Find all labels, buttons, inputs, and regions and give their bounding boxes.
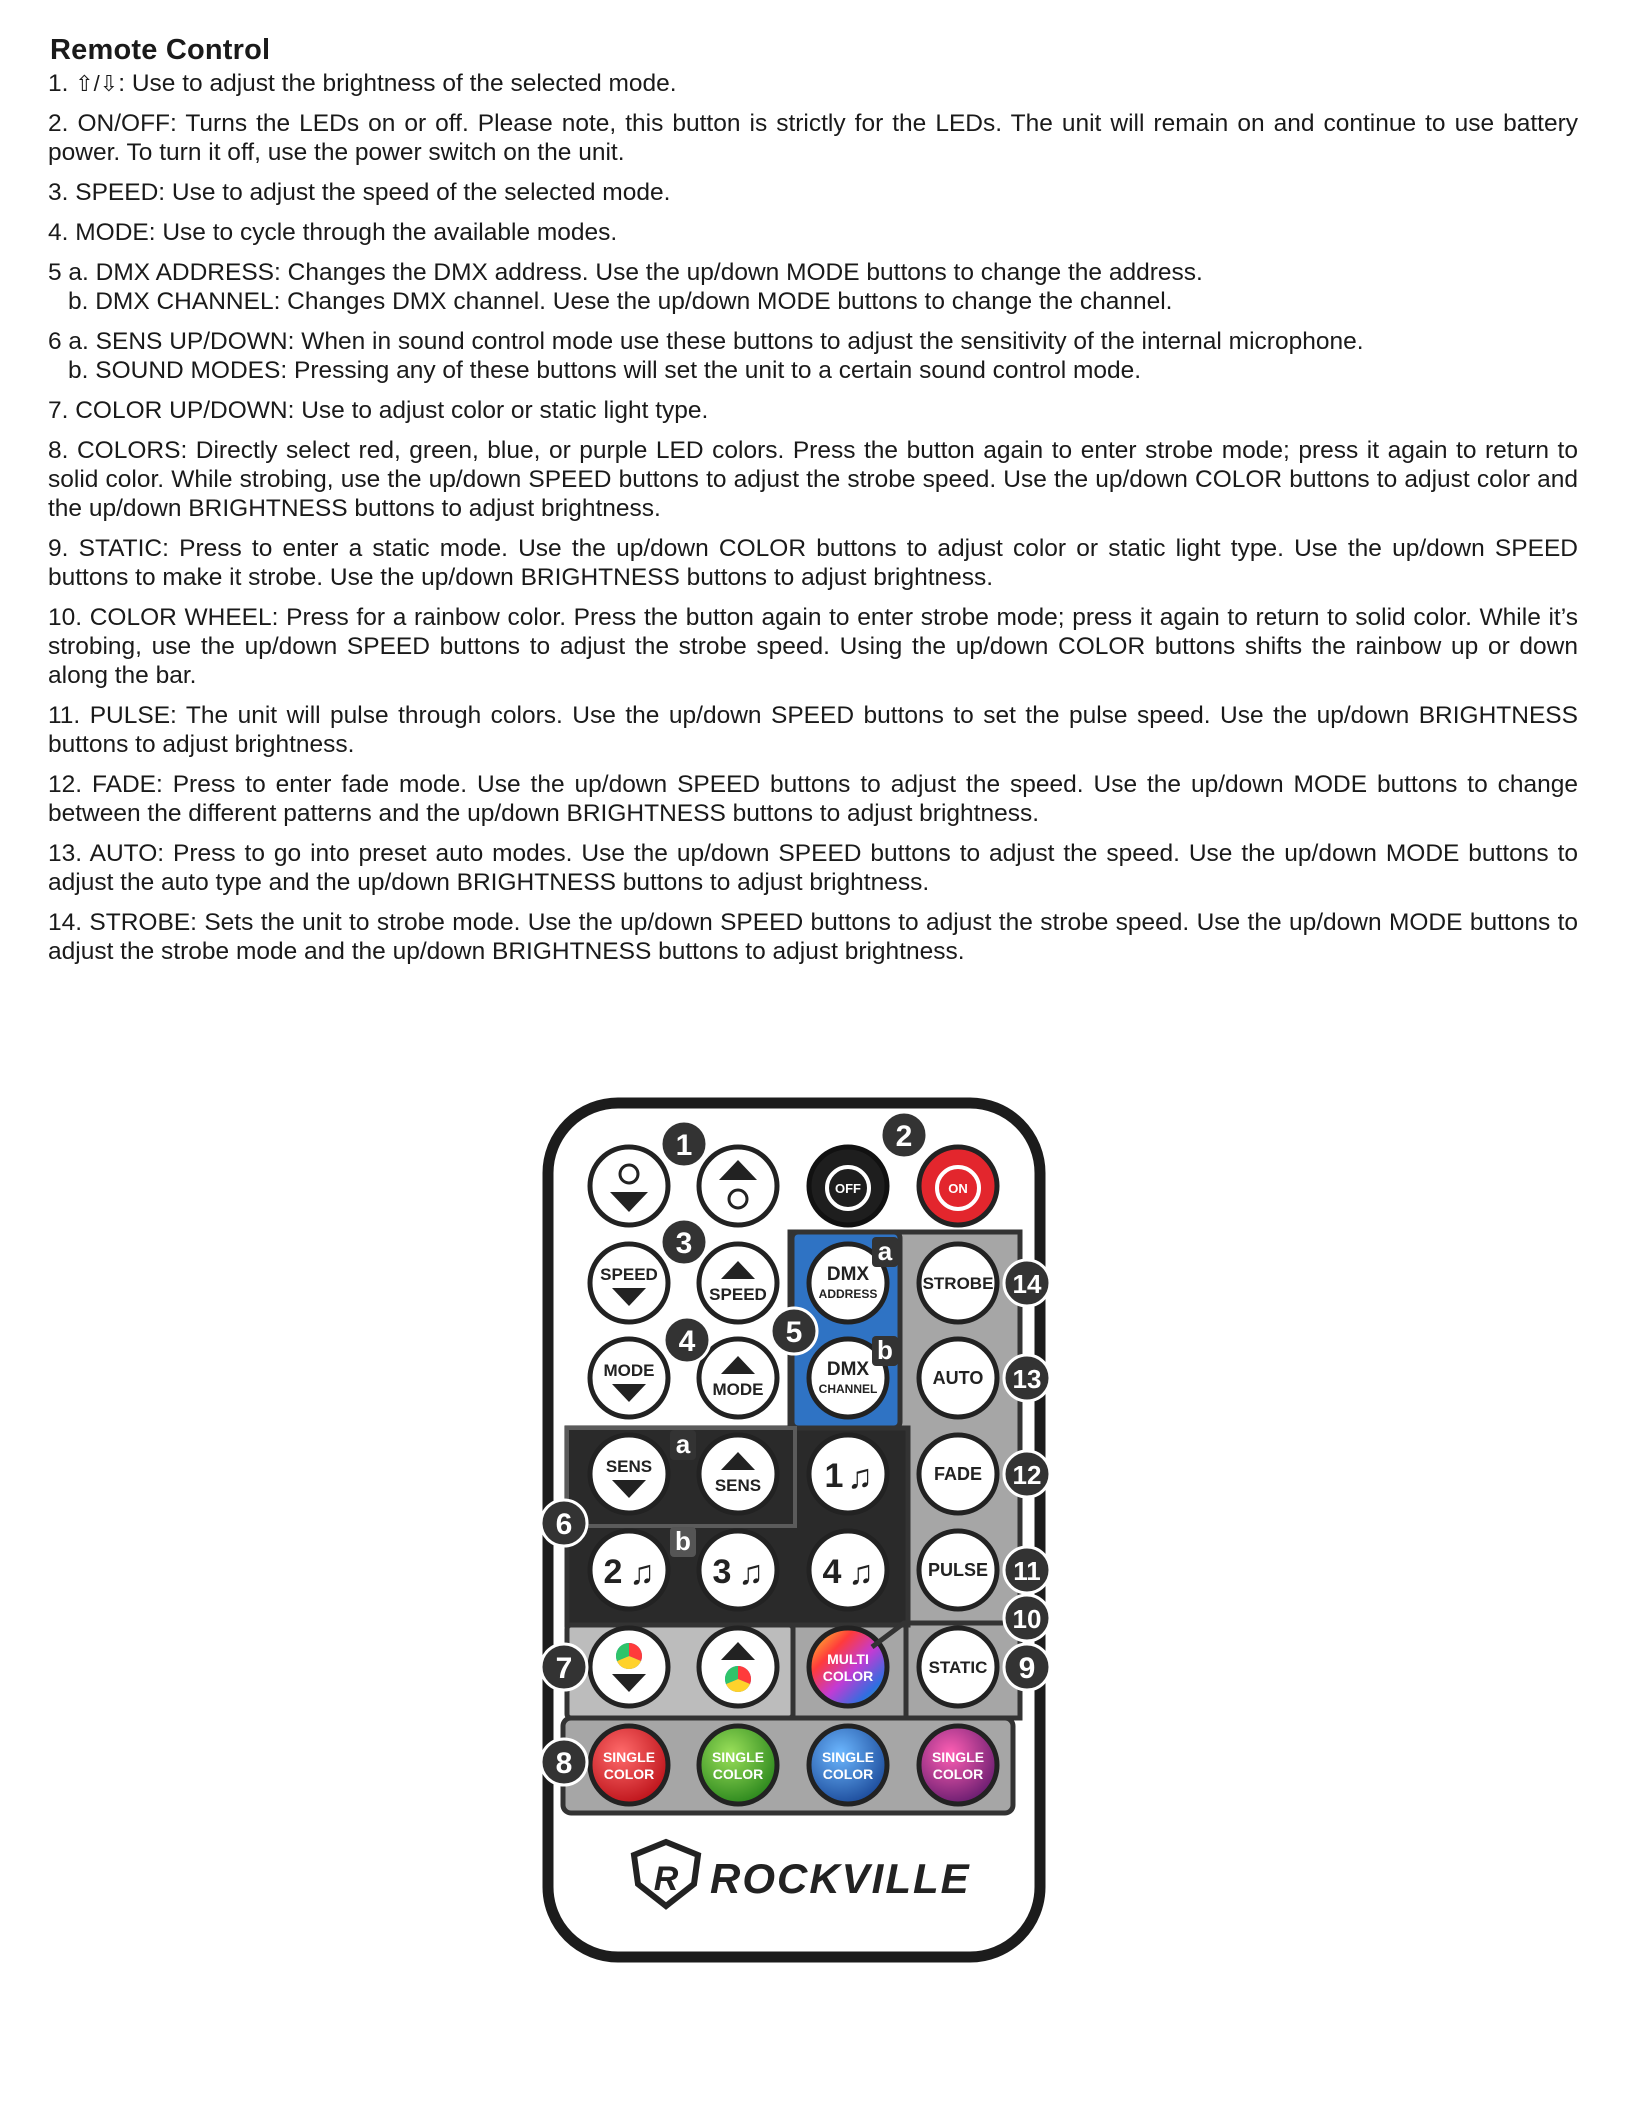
svg-text:8: 8	[555, 1747, 573, 1780]
item-6b: b. SOUND MODES: Pressing any of these buttons will set the unit to a certain sound control mode.	[68, 357, 1142, 384]
svg-text:4: 4	[678, 1325, 696, 1358]
callout-11	[1004, 1547, 1050, 1593]
sound-mode-number: 2	[603, 1553, 623, 1591]
svg-text:2: 2	[895, 1120, 913, 1153]
speed-down-button[interactable]	[590, 1244, 668, 1322]
item-8: 8. COLORS: Directly select red, green, blue, or purple LED colors. Press the button again to enter strobe mode; press it again to return to solid color. While strobing, use the up/down SPEED buttons to adjust the strobe speed. Use the up/down COLOR buttons to adjust color and the up/down BRIGHTNESS buttons to adjust brightness.	[48, 437, 1578, 522]
color-label: COLOR	[822, 1766, 874, 1782]
sound-mode-4-button[interactable]	[809, 1531, 887, 1609]
sound-mode-3-button[interactable]	[699, 1531, 777, 1609]
strobe-label: STROBE	[922, 1274, 994, 1293]
speed-up-button[interactable]	[699, 1244, 777, 1322]
item-1-text: : Use to adjust the brightness of the selected mode.	[118, 70, 677, 97]
svg-text:11: 11	[1013, 1556, 1041, 1586]
on-button[interactable]	[919, 1147, 997, 1225]
single-red-button[interactable]	[590, 1726, 668, 1804]
item-5b: b. DMX CHANNEL: Changes DMX channel. Uese the up/down MODE buttons to change the channel.	[68, 288, 1173, 315]
pulse-label: PULSE	[927, 1560, 989, 1580]
single-purple-button[interactable]	[919, 1726, 997, 1804]
svg-text:9: 9	[1018, 1652, 1036, 1685]
sound-mode-number: 3	[712, 1553, 732, 1591]
auto-label: AUTO	[932, 1368, 984, 1388]
single-blue-button[interactable]	[809, 1726, 887, 1804]
dmx-label: DMX	[826, 1264, 870, 1285]
single-label: SINGLE	[821, 1749, 875, 1765]
item-12: 12. FADE: Press to enter fade mode. Use the up/down SPEED buttons to adjust the speed. Use the up/down MODE buttons to change between the different patterns and the up/down BRIGHTNESS buttons to adjust brightness.	[48, 771, 1578, 827]
speed-label: SPEED	[600, 1265, 658, 1284]
music-note-icon: ♫	[629, 1554, 655, 1592]
sound-mode-number: 1	[824, 1457, 844, 1495]
sound-mode-number: 4	[822, 1553, 842, 1591]
callout-14	[1004, 1260, 1050, 1306]
callout-10	[1004, 1595, 1050, 1641]
single-label: SINGLE	[711, 1749, 765, 1765]
color-label: COLOR	[603, 1766, 655, 1782]
pulse-button[interactable]	[919, 1531, 997, 1609]
sound-mode-2-button[interactable]	[590, 1531, 668, 1609]
multi-label: MULTI	[827, 1651, 869, 1667]
brightness-up-button[interactable]	[699, 1147, 777, 1225]
tag-6b	[670, 1526, 696, 1557]
r-monogram-icon: R	[653, 1860, 679, 1898]
brightness-glyphs: ⇧/⇩	[75, 71, 119, 96]
item-13: 13. AUTO: Press to go into preset auto modes. Use the up/down SPEED buttons to adjust the speed. Use the up/down MODE buttons to adjust the auto type and the up/down BRIGHTNESS buttons to adjust brightness.	[48, 840, 1578, 896]
callout-1	[661, 1121, 707, 1167]
item-9: 9. STATIC: Press to enter a static mode. Use the up/down COLOR buttons to adjust color or static light type. Use the up/down SPEED buttons to make it strobe. Use the up/down BRIGHTNESS buttons to adjust brightness.	[48, 535, 1578, 591]
svg-text:6: 6	[555, 1508, 573, 1541]
item-3: 3. SPEED: Use to adjust the speed of the selected mode.	[48, 179, 671, 206]
sound-mode-1-button[interactable]	[809, 1435, 887, 1513]
music-note-icon: ♫	[738, 1554, 764, 1592]
single-label: SINGLE	[602, 1749, 656, 1765]
auto-button[interactable]	[919, 1339, 997, 1417]
sens-label: SENS	[605, 1457, 653, 1476]
item-1-number: 1.	[48, 70, 69, 97]
mode-down-button[interactable]	[590, 1339, 668, 1417]
fade-button[interactable]	[919, 1435, 997, 1513]
color-label: COLOR	[932, 1766, 984, 1782]
item-4: 4. MODE: Use to cycle through the available modes.	[48, 219, 618, 246]
channel-label: CHANNEL	[818, 1382, 878, 1396]
single-green-button[interactable]	[699, 1726, 777, 1804]
svg-text:12: 12	[1012, 1460, 1042, 1490]
item-6a: 6 a. SENS UP/DOWN: When in sound control mode use these buttons to adjust the sensitivity of the internal microphone.	[48, 328, 1364, 355]
sens-up-button[interactable]	[699, 1435, 777, 1513]
svg-text:b: b	[877, 1335, 893, 1365]
color-wheel-icon	[616, 1643, 642, 1669]
music-note-icon: ♫	[847, 1458, 873, 1496]
item-11: 11. PULSE: The unit will pulse through colors. Use the up/down SPEED buttons to set the pulse speed. Use the up/down BRIGHTNESS buttons to adjust brightness.	[48, 702, 1578, 758]
multi-color-button[interactable]	[809, 1628, 887, 1706]
dmx-label: DMX	[826, 1359, 870, 1380]
callout-5	[771, 1308, 817, 1354]
single-label: SINGLE	[931, 1749, 985, 1765]
item-14: 14. STROBE: Sets the unit to strobe mode. Use the up/down SPEED buttons to adjust the strobe speed. Use the up/down MODE buttons to adjust the strobe mode and the up/down BRIGHTNESS buttons to adjust brightness.	[48, 909, 1578, 965]
svg-text:3: 3	[675, 1227, 693, 1260]
svg-text:5: 5	[785, 1316, 803, 1349]
sens-down-button[interactable]	[590, 1435, 668, 1513]
callout-12	[1004, 1451, 1050, 1497]
svg-text:7: 7	[555, 1652, 573, 1685]
color-label: COLOR	[712, 1766, 764, 1782]
svg-text:a: a	[675, 1429, 691, 1459]
static-button[interactable]	[919, 1628, 997, 1706]
svg-text:b: b	[675, 1526, 691, 1556]
item-7: 7. COLOR UP/DOWN: Use to adjust color or static light type.	[48, 397, 709, 424]
speed-label: SPEED	[709, 1285, 767, 1304]
callout-6	[541, 1500, 587, 1546]
address-label: ADDRESS	[818, 1287, 878, 1301]
tag-6a	[670, 1429, 696, 1460]
callout-9	[1004, 1644, 1050, 1690]
svg-text:1: 1	[675, 1129, 693, 1162]
mode-up-button[interactable]	[699, 1339, 777, 1417]
sens-label: SENS	[714, 1476, 762, 1495]
svg-text:10: 10	[1012, 1604, 1042, 1634]
mode-label: MODE	[603, 1361, 655, 1380]
item-10: 10. COLOR WHEEL: Press for a rainbow color. Press the button again to enter strobe mode; press it again to return to solid color. While it’s strobing, use the up/down SPEED buttons to adjust the strobe speed. Using the up/down COLOR buttons shifts the rainbow up or down along the bar.	[48, 604, 1578, 689]
static-label: STATIC	[928, 1658, 988, 1677]
svg-text:a: a	[877, 1236, 893, 1266]
color-down-button[interactable]	[590, 1628, 668, 1706]
callout-7	[541, 1644, 587, 1690]
strobe-button[interactable]	[919, 1244, 997, 1322]
callout-2	[881, 1112, 927, 1158]
color-wheel-icon	[725, 1666, 751, 1692]
callout-8	[541, 1739, 587, 1785]
callout-13	[1004, 1355, 1050, 1401]
brightness-down-button[interactable]	[590, 1147, 668, 1225]
callout-4	[664, 1317, 710, 1363]
item-5a: 5 a. DMX ADDRESS: Changes the DMX address. Use the up/down MODE buttons to change the address.	[48, 259, 1203, 286]
mode-label: MODE	[712, 1380, 764, 1399]
color-up-button[interactable]	[699, 1628, 777, 1706]
brand-name: ROCKVILLE	[710, 1855, 971, 1902]
svg-text:13: 13	[1012, 1364, 1042, 1394]
svg-text:14: 14	[1012, 1269, 1042, 1299]
callout-3	[661, 1219, 707, 1265]
page-title: Remote Control	[50, 34, 271, 66]
tag-5a	[872, 1236, 898, 1267]
item-2: 2. ON/OFF: Turns the LEDs on or off. Please note, this button is strictly for the LEDs. The unit will remain on and continue to use battery power. To turn it off, use the power switch on the unit.	[48, 110, 1578, 166]
off-label: OFF	[835, 1181, 861, 1196]
tag-5b	[872, 1335, 898, 1366]
on-label: ON	[948, 1181, 968, 1196]
off-button[interactable]	[809, 1147, 887, 1225]
fade-label: FADE	[933, 1464, 983, 1484]
color-label: COLOR	[822, 1668, 874, 1684]
music-note-icon: ♫	[848, 1554, 874, 1592]
